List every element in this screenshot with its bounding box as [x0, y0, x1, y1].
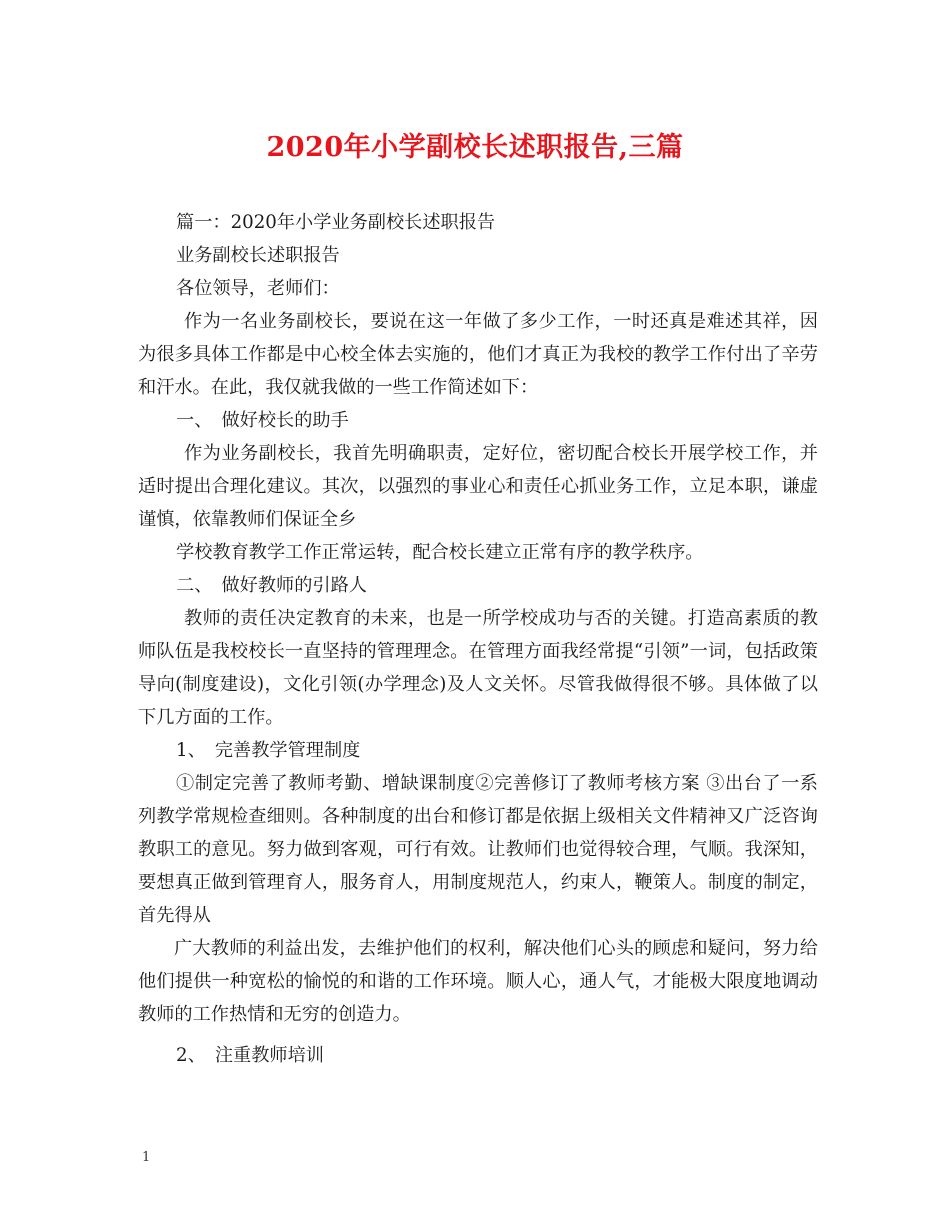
subsection-heading: 2、 注重教师培训	[176, 1045, 324, 1066]
body-paragraph: ①制定完善了教师考勤、增缺课制度②完善修订了教师考核方案 ③出台了一系列教学常规检查细则。各种制度的出台和修订都是依据上级相关文件精神又广泛咨询教职工的意见。努力做到客观，可行有效。让教师们也觉得较合理，气顺。我深知，要想真正做到管理育人，服务育人，用制度规范人，约束人，鞭策人。制度的制定，首先得从	[138, 773, 818, 926]
report-subtitle: 业务副校长述职报告	[176, 245, 340, 266]
body-paragraph: 作为一名业务副校长，要说在这一年做了多少工作，一时还真是难述其祥，因为很多具体工作都是中心校全体去实施的，他们才真正为我校的教学工作付出了辛劳和汗水。在此，我仅就我做的一些工作简述如下：	[138, 311, 818, 398]
salutation: 各位领导，老师们：	[176, 278, 340, 299]
body-paragraph: 教师的责任决定教育的未来，也是一所学校成功与否的关键。打造高素质的教师队伍是我校校长一直坚持的管理理念。在管理方面我经常提“引领”一词，包括政策导向(制度建设)，文化引领(办学理念)及人文关怀。尽管我做得很不够。具体做了以下几方面的工作。	[138, 608, 818, 728]
section-heading: 二、 做好教师的引路人	[176, 575, 367, 596]
document-title: 2020年小学副校长述职报告,三篇	[266, 132, 684, 163]
page-number: 1	[142, 1150, 151, 1165]
subsection-heading: 1、 完善教学管理制度	[176, 740, 361, 761]
body-paragraph: 作为业务副校长，我首先明确职责，定好位，密切配合校长开展学校工作，并适时提出合理化建议。其次，以强烈的事业心和责任心抓业务工作，立足本职，谦虚谨慎，依靠教师们保证全乡	[138, 443, 818, 530]
body-paragraph: 学校教育教学工作正常运转，配合校长建立正常有序的教学秩序。	[176, 542, 704, 563]
section-heading: 篇一：2020年小学业务副校长述职报告	[176, 212, 496, 233]
section-heading: 一、 做好校长的助手	[176, 410, 349, 431]
document-body	[138, 206, 818, 1072]
body-paragraph: 广大教师的利益出发，去维护他们的权利，解决他们心头的顾虑和疑问，努力给他们提供一种宽松的愉悦的和谐的工作环境。顺人心，通人气，才能极大限度地调动教师的工作热情和无穷的创造力。	[138, 938, 818, 1025]
